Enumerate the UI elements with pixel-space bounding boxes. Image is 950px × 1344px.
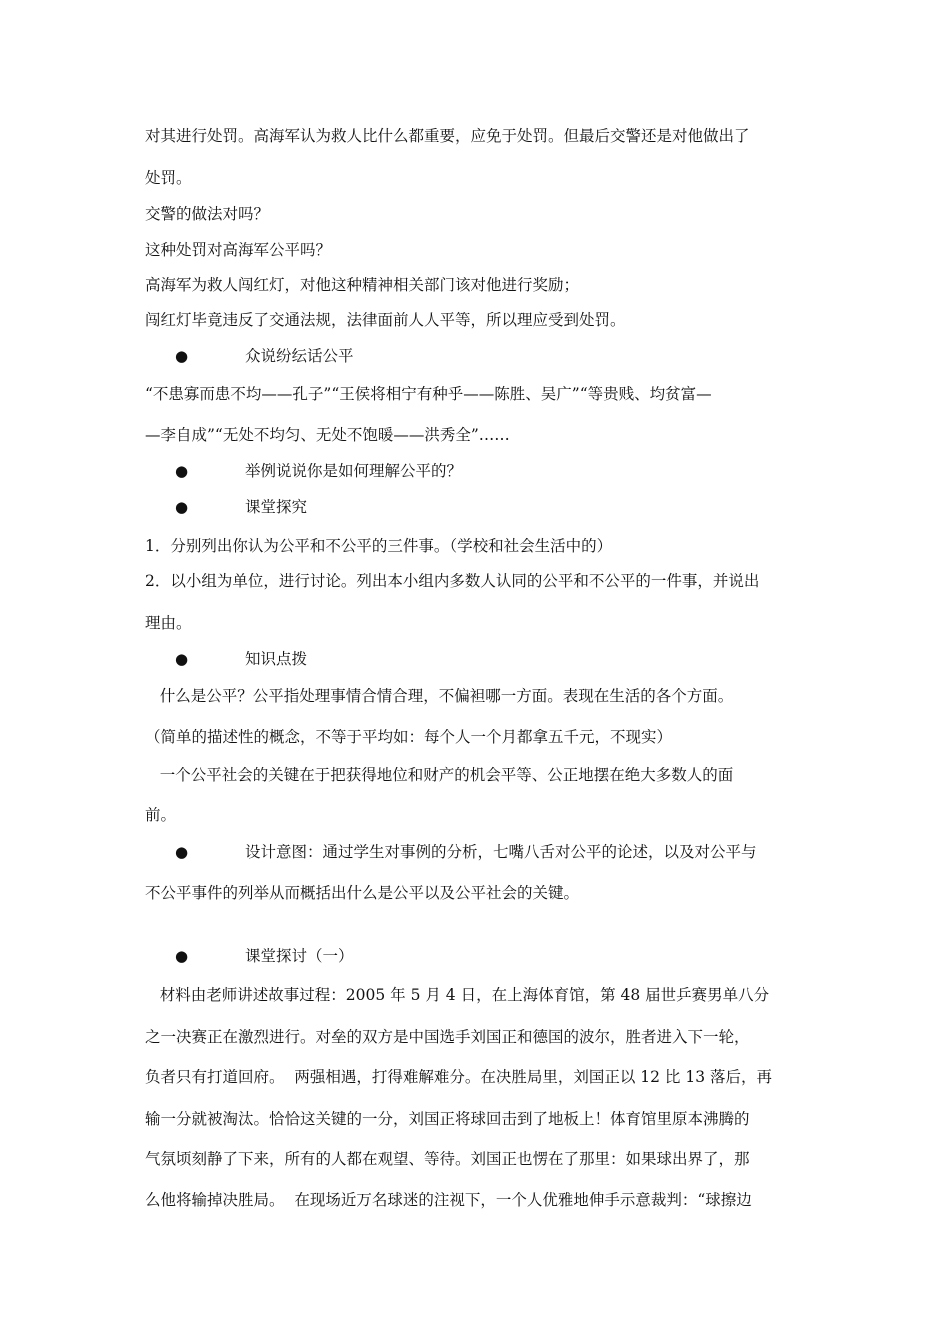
bullet-heading: 设计意图：通过学生对事例的分析，七嘴八舌对公平的论述，以及对公平与 — [245, 843, 757, 861]
text-line: 负者只有打道回府。 两强相遇，打得难解难分。在决胜局里，刘国正以 12 比 13 落后，再 — [145, 1068, 773, 1086]
bullet-icon: ● — [175, 650, 189, 668]
text-line: 之一决赛正在激烈进行。对垒的双方是中国选手刘国正和德国的波尔，胜者进入下一轮， — [145, 1028, 750, 1046]
text-line: 这种处罚对高海军公平吗？ — [145, 241, 332, 259]
bullet-heading: 举例说说你是如何理解公平的？ — [245, 462, 463, 480]
bullet-heading: 课堂探究 — [245, 498, 308, 516]
bullet-heading: 课堂探讨（一） — [245, 947, 354, 965]
text-line: 对其进行处罚。高海军认为救人比什么都重要，应免于处罚。但最后交警还是对他做出了 — [145, 127, 750, 145]
bullet-icon: ● — [175, 498, 189, 516]
text-line: 2．以小组为单位，进行讨论。列出本小组内多数人认同的公平和不公平的一件事，并说出 — [145, 572, 760, 590]
text-line: （简单的描述性的概念，不等于平均如：每个人一个月都拿五千元，不现实） — [145, 728, 673, 746]
text-line: —李自成”“无处不均匀、无处不饱暖——洪秀全”…… — [145, 426, 510, 444]
text-line: 材料由老师讲述故事过程：2005 年 5 月 4 日，在上海体育馆，第 48 届世乒赛男单八分 — [145, 986, 770, 1004]
text-line: 处罚。 — [145, 169, 192, 187]
bullet-heading: 知识点拨 — [245, 650, 308, 668]
text-line: “不患寡而患不均——孔子”“王侯将相宁有种乎——陈胜、吴广”“等贵贱、均贫富— — [145, 385, 712, 403]
text-line: 前。 — [145, 806, 177, 824]
bullet-icon: ● — [175, 843, 189, 861]
text-line: 一个公平社会的关键在于把获得地位和财产的机会平等、公正地摆在绝大多数人的面 — [145, 766, 734, 784]
text-line: 高海军为救人闯红灯，对他这种精神相关部门该对他进行奖励； — [145, 276, 580, 294]
text-line: 不公平事件的列举从而概括出什么是公平以及公平社会的关键。 — [145, 884, 580, 902]
bullet-icon: ● — [175, 462, 189, 480]
text-line: 1．分别列出你认为公平和不公平的三件事。（学校和社会生活中的） — [145, 537, 613, 555]
text-line: 什么是公平？公平指处理事情合情合理，不偏袒哪一方面。表现在生活的各个方面。 — [145, 687, 734, 705]
text-line: 么他将输掉决胜局。 在现场近万名球迷的注视下，一个人优雅地伸手示意裁判：“球擦边 — [145, 1191, 752, 1209]
bullet-heading: 众说纷纭话公平 — [245, 347, 354, 365]
bullet-icon: ● — [175, 947, 189, 965]
text-line: 气氛顷刻静了下来，所有的人都在观望、等待。刘国正也愣在了那里：如果球出界了，那 — [145, 1150, 750, 1168]
text-line: 输一分就被淘汰。恰恰这关键的一分，刘国正将球回击到了地板上！体育馆里原本沸腾的 — [145, 1110, 750, 1128]
text-line: 交警的做法对吗？ — [145, 205, 270, 223]
text-line: 闯红灯毕竟违反了交通法规，法律面前人人平等，所以理应受到处罚。 — [145, 311, 626, 329]
text-line: 理由。 — [145, 614, 192, 632]
bullet-icon: ● — [175, 347, 189, 365]
